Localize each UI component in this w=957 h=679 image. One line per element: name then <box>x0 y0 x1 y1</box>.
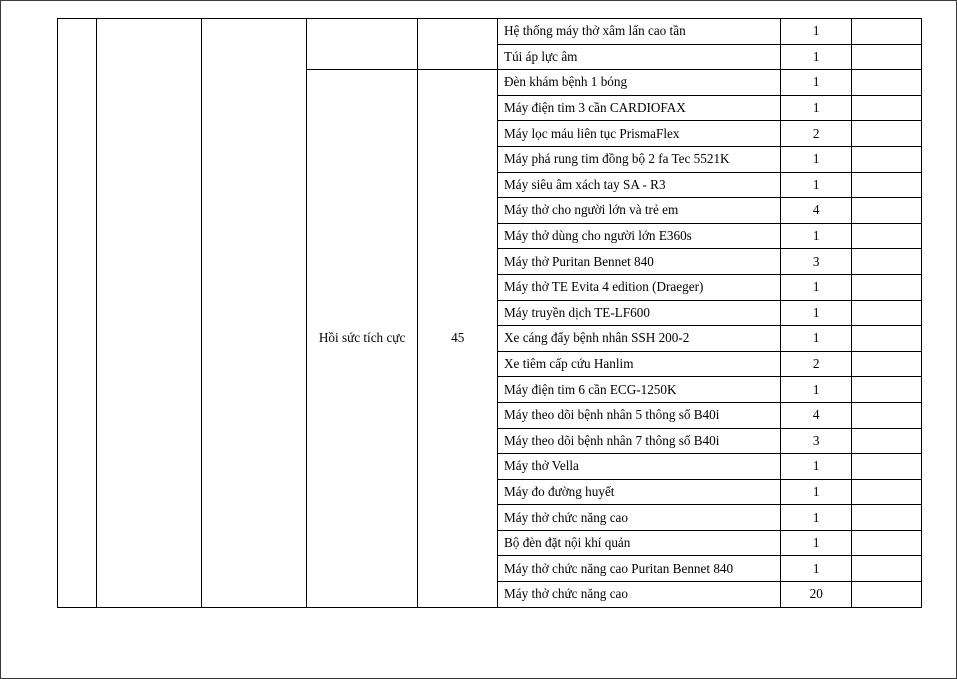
equipment-name: Máy thở cho người lớn và trẻ em <box>498 198 781 224</box>
note-cell <box>852 556 922 582</box>
equipment-quantity: 1 <box>780 19 851 45</box>
equipment-name: Máy thở Puritan Bennet 840 <box>498 249 781 275</box>
department-count: 45 <box>418 70 498 607</box>
equipment-quantity: 1 <box>780 223 851 249</box>
note-cell <box>852 454 922 480</box>
note-cell <box>852 19 922 45</box>
equipment-table <box>57 18 922 608</box>
equipment-quantity: 1 <box>780 505 851 531</box>
note-cell <box>852 172 922 198</box>
note-cell <box>852 223 922 249</box>
stt-cell <box>58 19 97 608</box>
equipment-quantity: 4 <box>780 402 851 428</box>
equipment-quantity: 4 <box>780 198 851 224</box>
equipment-quantity: 1 <box>780 274 851 300</box>
note-cell <box>852 198 922 224</box>
group-cell <box>201 19 306 608</box>
equipment-name: Hệ thống máy thở xâm lấn cao tần <box>498 19 781 45</box>
equipment-quantity: 1 <box>780 556 851 582</box>
equipment-name: Máy thở chức năng cao <box>498 505 781 531</box>
note-cell <box>852 479 922 505</box>
equipment-name: Máy thở TE Evita 4 edition (Draeger) <box>498 274 781 300</box>
equipment-name: Máy điện tim 3 cần CARDIOFAX <box>498 95 781 121</box>
equipment-name: Đèn khám bệnh 1 bóng <box>498 70 781 96</box>
equipment-name: Máy theo dõi bệnh nhân 5 thông số B40i <box>498 402 781 428</box>
equipment-quantity: 1 <box>780 326 851 352</box>
note-cell <box>852 70 922 96</box>
equipment-name: Máy truyền dịch TE-LF600 <box>498 300 781 326</box>
prev-count-cell <box>418 19 498 70</box>
equipment-quantity: 1 <box>780 479 851 505</box>
note-cell <box>852 121 922 147</box>
note-cell <box>852 95 922 121</box>
equipment-quantity: 1 <box>780 70 851 96</box>
equipment-name: Xe cáng đẩy bệnh nhân SSH 200-2 <box>498 326 781 352</box>
equipment-quantity: 1 <box>780 530 851 556</box>
equipment-quantity: 1 <box>780 377 851 403</box>
equipment-quantity: 1 <box>780 300 851 326</box>
equipment-name: Máy lọc máu liên tục PrismaFlex <box>498 121 781 147</box>
equipment-name: Bộ đèn đặt nội khí quản <box>498 530 781 556</box>
equipment-name: Máy đo đường huyết <box>498 479 781 505</box>
note-cell <box>852 146 922 172</box>
note-cell <box>852 402 922 428</box>
equipment-quantity: 1 <box>780 44 851 70</box>
equipment-quantity: 1 <box>780 95 851 121</box>
equipment-name: Xe tiêm cấp cứu Hanlim <box>498 351 781 377</box>
note-cell <box>852 428 922 454</box>
equipment-quantity: 1 <box>780 454 851 480</box>
equipment-name: Túi áp lực âm <box>498 44 781 70</box>
equipment-quantity: 3 <box>780 249 851 275</box>
table-row <box>58 19 922 45</box>
note-cell <box>852 530 922 556</box>
note-cell <box>852 300 922 326</box>
equipment-quantity: 20 <box>780 582 851 608</box>
equipment-name: Máy thở chức năng cao <box>498 582 781 608</box>
equipment-name: Máy phá rung tim đồng bộ 2 fa Tec 5521K <box>498 146 781 172</box>
equipment-table-body <box>58 19 922 608</box>
department-name: Hồi sức tích cực <box>306 70 418 607</box>
equipment-quantity: 1 <box>780 172 851 198</box>
note-cell <box>852 582 922 608</box>
equipment-quantity: 1 <box>780 146 851 172</box>
note-cell <box>852 274 922 300</box>
equipment-quantity: 2 <box>780 351 851 377</box>
equipment-name: Máy thở Vella <box>498 454 781 480</box>
equipment-quantity: 3 <box>780 428 851 454</box>
equipment-name: Máy điện tim 6 cần ECG-1250K <box>498 377 781 403</box>
equipment-name: Máy siêu âm xách tay SA - R3 <box>498 172 781 198</box>
note-cell <box>852 249 922 275</box>
unit-cell <box>97 19 202 608</box>
equipment-name: Máy thở dùng cho người lớn E360s <box>498 223 781 249</box>
note-cell <box>852 505 922 531</box>
note-cell <box>852 351 922 377</box>
note-cell <box>852 377 922 403</box>
equipment-name: Máy thở chức năng cao Puritan Bennet 840 <box>498 556 781 582</box>
equipment-quantity: 2 <box>780 121 851 147</box>
note-cell <box>852 326 922 352</box>
prev-department-cell <box>306 19 418 70</box>
note-cell <box>852 44 922 70</box>
equipment-name: Máy theo dõi bệnh nhân 7 thông số B40i <box>498 428 781 454</box>
